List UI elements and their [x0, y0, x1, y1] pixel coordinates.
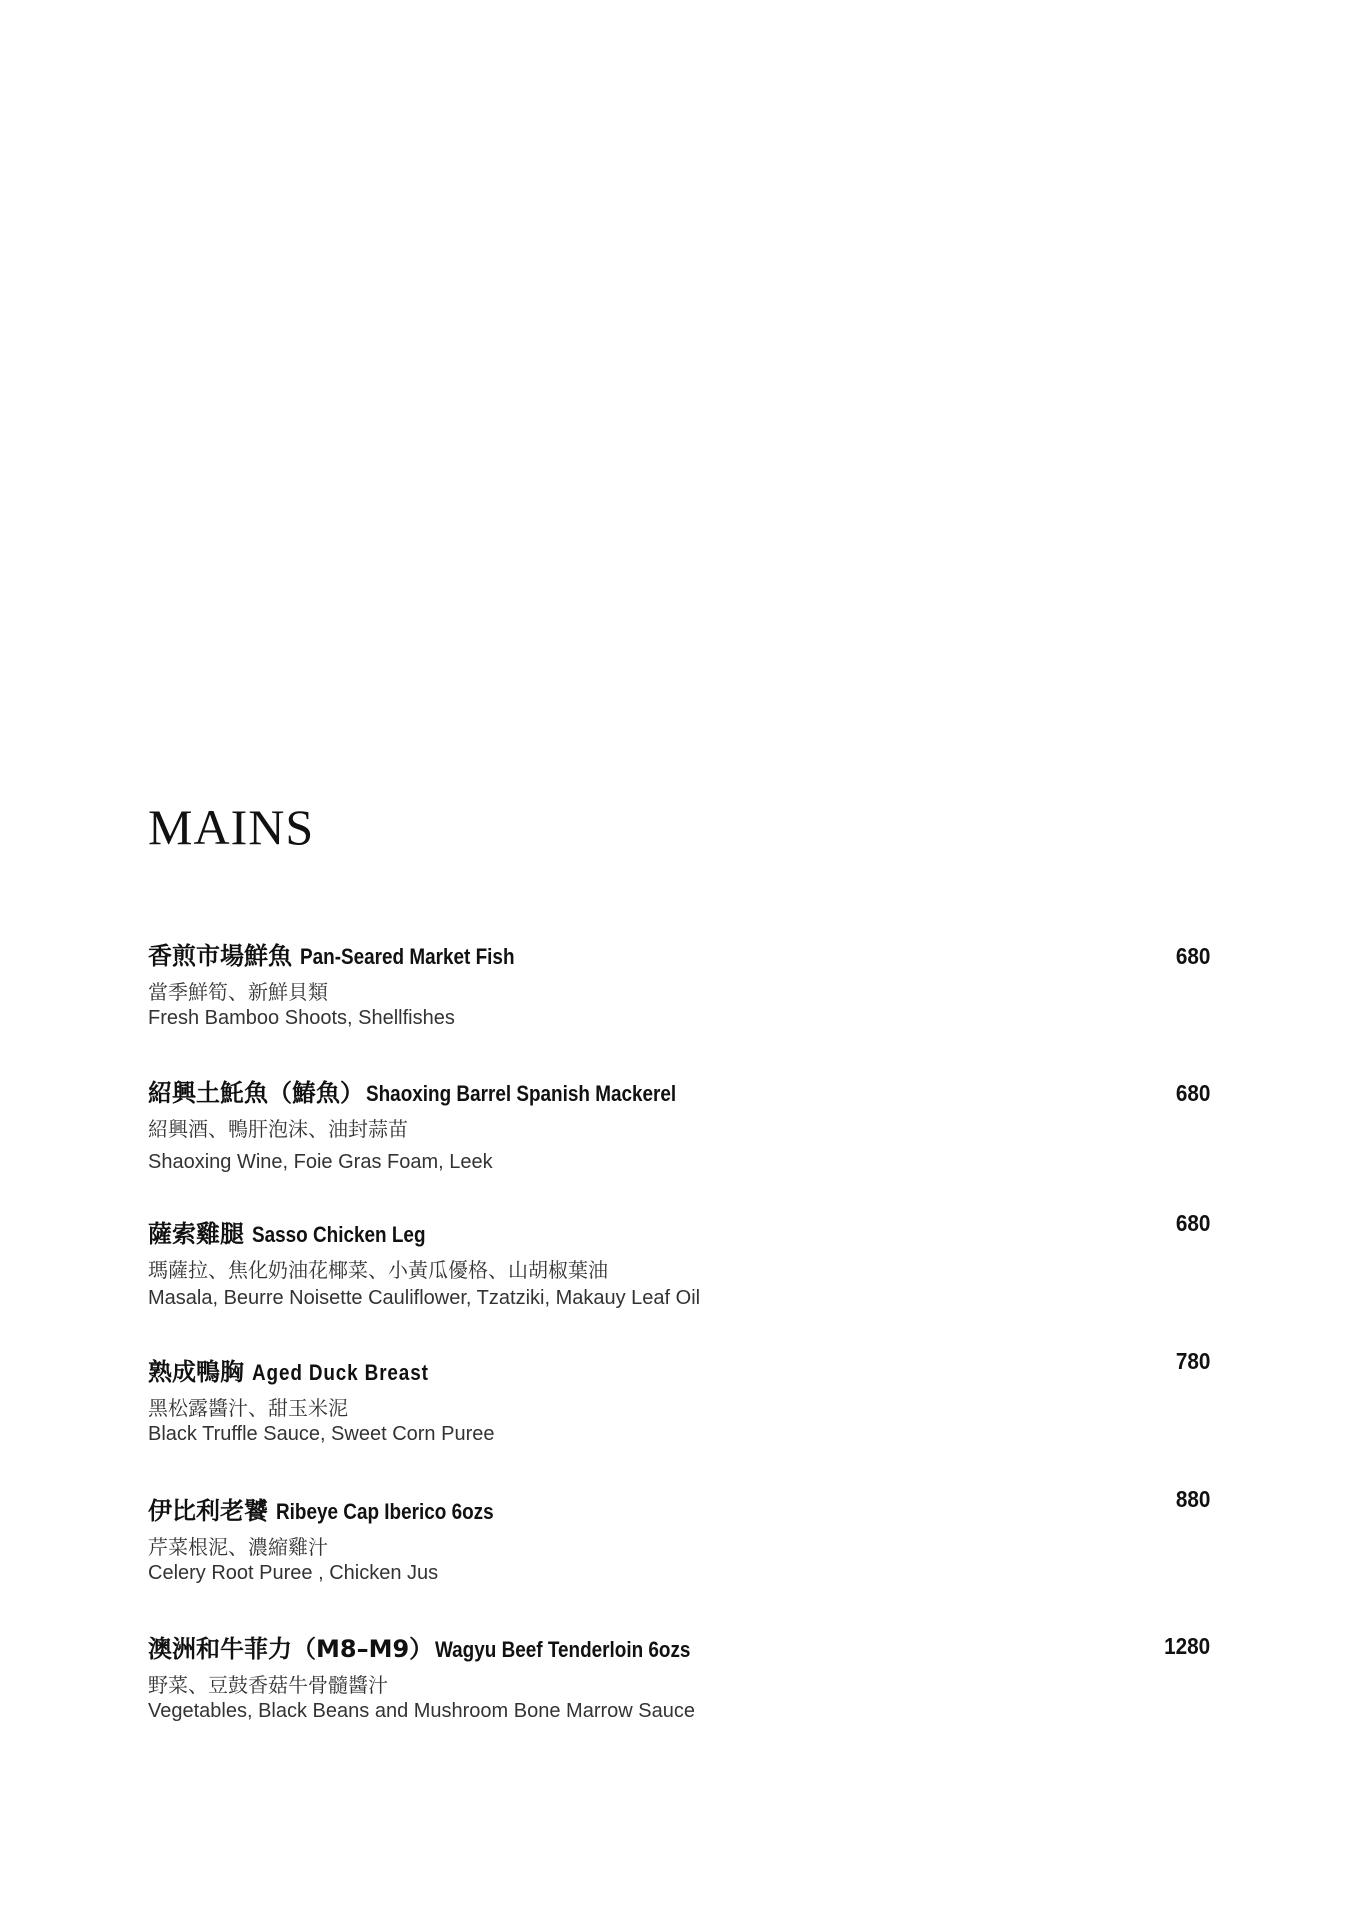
dish-name-zh: 伊比利老饕 — [148, 1497, 268, 1525]
item-title — [148, 1081, 727, 1105]
dish-description-en: Vegetables, Black Beans and Mushroom Bone Marrow Sauce — [148, 1700, 695, 1722]
dish-price: 680 — [1175, 943, 1210, 969]
dish-price: 680 — [1175, 1210, 1210, 1236]
dish-price: 780 — [1175, 1348, 1210, 1374]
menu-item — [148, 1348, 1210, 1458]
item-title — [148, 1360, 458, 1384]
menu-item — [148, 1486, 1210, 1607]
menu-item — [148, 1633, 1210, 1746]
item-title — [148, 1222, 454, 1246]
dish-name-en: Aged Duck Breast — [252, 1360, 429, 1385]
dish-name-zh: 澳洲和牛菲力（M8–M9） — [148, 1635, 434, 1663]
dish-price: 880 — [1175, 1486, 1210, 1512]
dish-name-en: Pan-Seared Market Fish — [300, 944, 515, 969]
dish-price: 1280 — [1163, 1633, 1210, 1659]
dish-name-en: Shaoxing Barrel Spanish Mackerel — [366, 1081, 677, 1106]
dish-description-zh: 黑松露醬汁、甜玉米泥 — [148, 1396, 348, 1420]
item-title — [148, 944, 549, 968]
dish-name-zh: 紹興土魠魚（鰆魚） — [148, 1079, 364, 1107]
dish-name-en: Wagyu Beef Tenderloin 6ozs — [435, 1637, 691, 1662]
dish-name-zh: 熟成鴨胸 — [148, 1358, 244, 1386]
dish-name-en: Ribeye Cap Iberico 6ozs — [276, 1499, 494, 1524]
menu-item — [148, 944, 1210, 1044]
dish-description-zh: 當季鮮筍、新鮮貝類 — [148, 980, 328, 1004]
dish-description-en: Celery Root Puree , Chicken Jus — [148, 1562, 439, 1584]
menu-item — [148, 1210, 1210, 1330]
dish-description-zh: 瑪薩拉、焦化奶油花椰菜、小黃瓜優格、山胡椒葉油 — [148, 1258, 608, 1282]
dish-name-zh: 薩索雞腿 — [148, 1220, 244, 1248]
dish-description-zh: 芹菜根泥、濃縮雞汁 — [148, 1535, 328, 1559]
dish-description-en: Shaoxing Wine, Foie Gras Foam, Leek — [148, 1151, 493, 1173]
dish-price: 680 — [1175, 1080, 1210, 1106]
dish-description-en: Fresh Bamboo Shoots, Shellfishes — [148, 1007, 455, 1029]
dish-description-en: Masala, Beurre Noisette Cauliflower, Tzatziki, Makauy Leaf Oil — [148, 1287, 701, 1309]
dish-name-zh: 香煎市場鮮魚 — [148, 942, 292, 970]
section-title: MAINS — [148, 799, 315, 855]
dish-description-en: Black Truffle Sauce, Sweet Corn Puree — [148, 1423, 495, 1445]
dish-name-en: Sasso Chicken Leg — [252, 1222, 426, 1247]
dish-description-zh: 紹興酒、鴨肝泡沫、油封蒜苗 — [148, 1117, 408, 1141]
dish-description-zh: 野菜、豆鼓香菇牛骨髓醬汁 — [148, 1673, 388, 1697]
item-title — [148, 1637, 732, 1661]
menu-item — [148, 1081, 1210, 1191]
item-title — [148, 1499, 529, 1523]
